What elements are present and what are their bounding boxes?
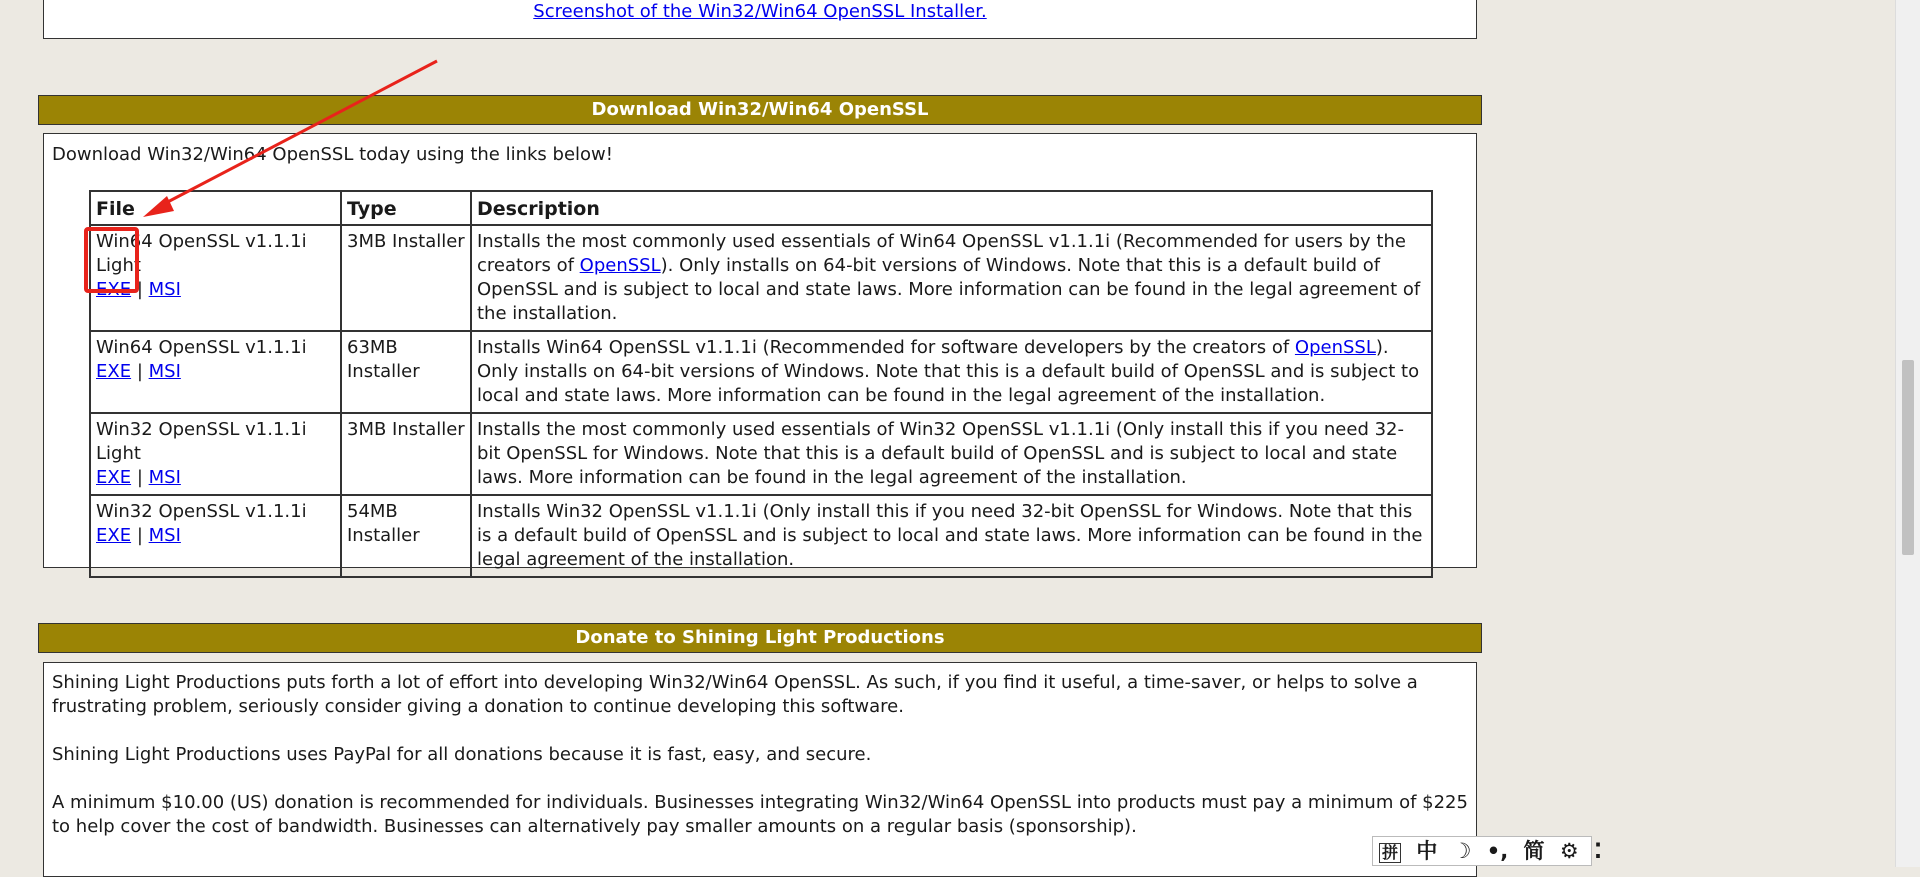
download-intro: Download Win32/Win64 OpenSSL today using the links below! [52, 144, 613, 165]
ime-toolbar [1372, 836, 1602, 866]
msi-link[interactable]: MSI [148, 361, 181, 382]
more-icon[interactable]: ⁚ [1593, 839, 1602, 863]
download-section-header: Download Win32/Win64 OpenSSL [38, 95, 1482, 125]
description-text: ). Only installs on 64-bit versions of Windows. Note that this is a default build of OpenSSL and is subject to local and state laws. More information can be found in the legal agreement of the installation. [477, 255, 1421, 324]
description-cell: Installs Win32 OpenSSL v1.1.1i (Only install this if you need 32-bit OpenSSL for Windows. Note that this is a default build of OpenSSL and is subject to local and state laws. More information can be found in the legal agreement of the installation. [471, 495, 1432, 577]
type-cell: 3MB Installer [341, 225, 471, 331]
link-separator: | [136, 279, 143, 300]
gear-icon[interactable]: ⚙ [1559, 839, 1579, 863]
donate-section-header: Donate to Shining Light Productions [38, 623, 1482, 653]
file-name: Win64 OpenSSL v1.1.1i Light [96, 231, 307, 276]
simplified-icon[interactable]: 简 [1523, 839, 1545, 863]
exe-link[interactable]: EXE [96, 279, 132, 300]
exe-link[interactable]: EXE [96, 525, 132, 546]
installer-screenshot-link[interactable]: Screenshot of the Win32/Win64 OpenSSL Installer. [533, 1, 987, 22]
description-text: Installs the most commonly used essentials of Win64 OpenSSL v1.1.1i (Recommended for users by the creators of [477, 231, 1406, 276]
msi-link[interactable]: MSI [148, 467, 181, 488]
header-file: File [90, 191, 341, 225]
donate-paragraph: Shining Light Productions uses PayPal for all donations because it is fast, easy, and secure. [52, 744, 872, 765]
header-type: Type [341, 191, 471, 225]
file-name: Win32 OpenSSL v1.1.1i Light [96, 419, 307, 464]
exe-link[interactable]: EXE [96, 467, 132, 488]
donate-paragraph: Shining Light Productions puts forth a lot of effort into developing Win32/Win64 OpenSSL. As such, if you find it useful, a time-saver, or helps to solve a frustrating problem, seriously consider giving a donation to continue developing this software. [52, 672, 1418, 717]
header-description: Description [471, 191, 1432, 225]
donate-paragraph: A minimum $10.00 (US) donation is recommended for individuals. Businesses integrating Win32/Win64 OpenSSL into products must pay a minimum of $225 to help cover the cost of bandwidth. Businesses can alternatively pay smaller amounts on a regular basis (sponsorship). [52, 792, 1468, 837]
description-text: Installs Win64 OpenSSL v1.1.1i (Recommended for software developers by the creators of [477, 337, 1295, 358]
openssl-link[interactable]: OpenSSL [1294, 337, 1376, 358]
moon-icon[interactable]: ☽ [1452, 839, 1472, 863]
type-cell: 54MB Installer [341, 495, 471, 577]
description-text: ). Only installs on 64-bit versions of Windows. Note that this is a default build of OpenSSL and is subject to local and state laws. More information can be found in the legal agreement of the installation. [477, 337, 1420, 406]
type-cell: 3MB Installer [341, 413, 471, 495]
msi-link[interactable]: MSI [148, 525, 181, 546]
link-separator: | [136, 525, 143, 546]
msi-link[interactable]: MSI [148, 279, 181, 300]
annotation-arrow-head [143, 196, 174, 217]
pinyin-icon[interactable]: 拼 [1379, 843, 1401, 863]
annotation-arrow-line [160, 61, 437, 206]
chinese-mode-icon[interactable]: 中 [1416, 839, 1438, 863]
file-name: Win64 OpenSSL v1.1.1i [96, 337, 307, 358]
openssl-link[interactable]: OpenSSL [579, 255, 661, 276]
file-name: Win32 OpenSSL v1.1.1i [96, 501, 307, 522]
link-separator: | [136, 467, 143, 488]
scrollbar-thumb[interactable] [1902, 360, 1914, 555]
punctuation-icon[interactable]: •, [1486, 839, 1509, 863]
description-cell: Installs the most commonly used essentials of Win32 OpenSSL v1.1.1i (Only install this if you need 32-bit OpenSSL for Windows. Note that this is a default build of OpenSSL and is subject to local and state laws. More information can be found in the legal agreement of the installation. [471, 413, 1432, 495]
exe-link[interactable]: EXE [96, 361, 132, 382]
vertical-scrollbar[interactable] [1895, 0, 1920, 867]
link-separator: | [136, 361, 143, 382]
type-cell: 63MB Installer [341, 331, 471, 413]
